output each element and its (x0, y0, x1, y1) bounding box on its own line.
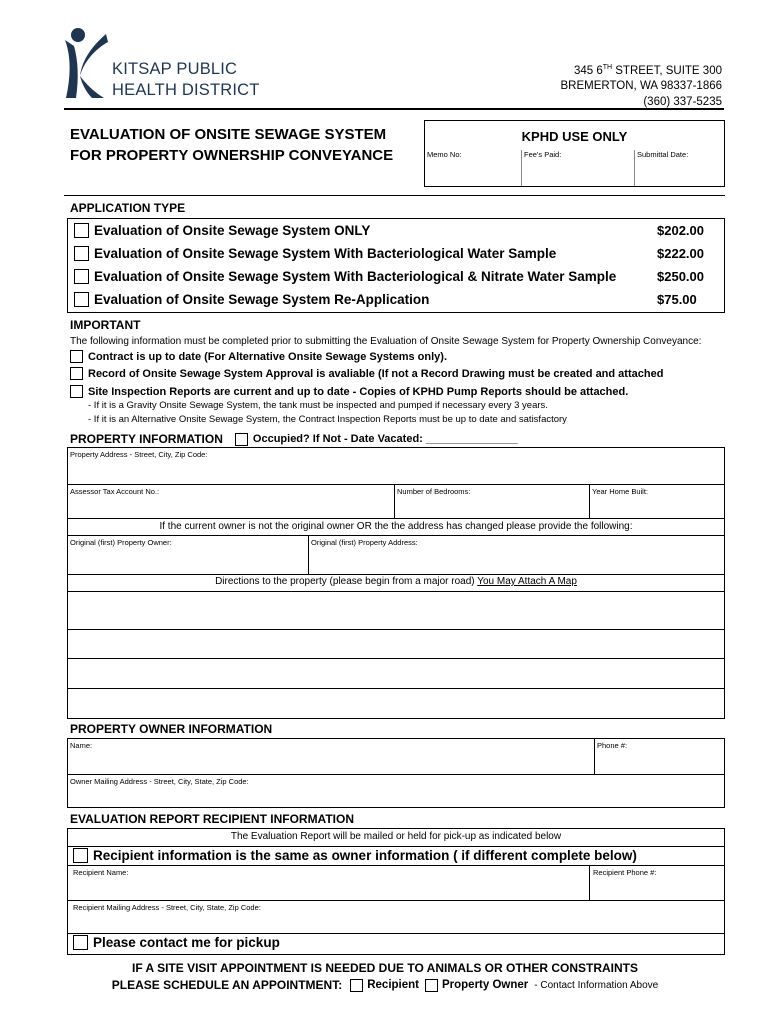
recipient-info-table (67, 828, 725, 955)
property-address-field[interactable] (68, 448, 724, 484)
appointment-owner-checkbox[interactable] (425, 979, 438, 992)
application-option-checkbox[interactable] (74, 246, 89, 261)
kphd-title: KPHD USE ONLY (521, 129, 628, 144)
application-option (68, 265, 724, 288)
bedrooms-label: Number of Bedrooms: (397, 487, 471, 496)
original-address-field[interactable] (309, 536, 724, 573)
application-option-label: Evaluation of Onsite Sewage System ONLY (94, 223, 371, 238)
row-divider (68, 846, 724, 847)
kphd-logo-icon (62, 26, 110, 105)
title-divider (64, 195, 725, 196)
memo-no-label: Memo No: (427, 150, 462, 159)
year-built-field[interactable] (590, 485, 724, 517)
occupied-checkbox[interactable] (235, 433, 248, 446)
original-owner-note: If the current owner is not the original owner OR the the address has changed please provide the following: (159, 521, 633, 532)
pickup-row (73, 935, 280, 950)
org-name-line2: HEALTH DISTRICT (112, 81, 260, 99)
important-intro: The following information must be completed prior to submitting the Evaluation of Onsite Sewage System for Property Ownership Conveyance: (70, 336, 702, 347)
application-option-price: $75.00 (657, 292, 697, 307)
owner-mailing-label: Owner Mailing Address - Street, City, State, Zip Code: (70, 777, 249, 786)
property-address-label: Property Address - Street, City, Zip Code: (70, 450, 208, 459)
requirement-label: Site Inspection Reports are current and up to date - Copies of KPHD Pump Reports should be attached. (88, 385, 629, 398)
tax-account-field[interactable] (68, 485, 394, 517)
requirement-item (70, 367, 663, 380)
application-option-label: Evaluation of Onsite Sewage System With Bacteriological Water Sample (94, 246, 557, 261)
original-owner-field[interactable] (68, 536, 308, 573)
directions-line[interactable] (68, 592, 724, 628)
owner-name-field[interactable] (68, 739, 594, 774)
requirement-item (70, 385, 628, 398)
address-street-name: STREET, SUITE 300 (612, 64, 722, 77)
directions-label: Directions to the property (please begin from a major road) (215, 576, 478, 587)
fees-paid-field[interactable] (521, 150, 634, 186)
address-street (561, 60, 723, 79)
original-address-label: Original (first) Property Address: (311, 538, 418, 547)
recipient-mailing-field[interactable] (71, 901, 724, 933)
header-divider (64, 108, 724, 110)
appointment-owner-label: Property Owner (441, 979, 529, 991)
row-divider (68, 574, 724, 575)
submittal-date-field[interactable] (634, 150, 724, 186)
directions-line[interactable] (68, 689, 724, 718)
owner-phone-field[interactable] (595, 739, 724, 774)
bedrooms-field[interactable] (395, 485, 589, 517)
pickup-checkbox[interactable] (73, 935, 88, 950)
pickup-label: Please contact me for pickup (93, 935, 280, 950)
tax-account-label: Assessor Tax Account No.: (70, 487, 160, 496)
owner-name-label: Name: (70, 741, 93, 750)
application-option-label: Evaluation of Onsite Sewage System Re-Application (94, 292, 430, 307)
property-info-heading: PROPERTY INFORMATION (70, 432, 223, 446)
requirement-subnote: - If it is a Gravity Onsite Sewage System, the tank must be inspected and pumped if necessary every 3 years. (88, 400, 548, 411)
application-option (68, 242, 724, 265)
recipient-phone-label: Recipient Phone #: (593, 868, 657, 877)
application-option (68, 219, 724, 242)
form-title-line1: EVALUATION OF ONSITE SEWAGE SYSTEM (70, 126, 387, 143)
address-city: BREMERTON, WA 98337-1866 (560, 80, 722, 93)
fees-paid-label: Fee's Paid: (524, 150, 562, 159)
org-name-line1: KITSAP PUBLIC (112, 60, 238, 78)
appointment-label: PLEASE SCHEDULE AN APPOINTMENT: (111, 978, 343, 992)
appointment-recipient-checkbox[interactable] (350, 979, 363, 992)
important-heading: IMPORTANT (70, 318, 141, 332)
requirement-checkbox[interactable] (70, 350, 83, 363)
owner-info-table (67, 738, 725, 808)
occupied-label: Occupied? If Not - Date Vacated: _______________ (252, 433, 518, 445)
col-divider (589, 865, 590, 900)
memo-no-field[interactable] (425, 150, 521, 186)
application-option-checkbox[interactable] (74, 292, 89, 307)
original-owner-label: Original (first) Property Owner: (70, 538, 172, 547)
appointment-recipient-label: Recipient (367, 979, 419, 991)
same-as-owner-label: Recipient information is the same as owner information ( if different complete below) (93, 848, 637, 863)
owner-info-heading: PROPERTY OWNER INFORMATION (70, 722, 273, 736)
application-option (68, 288, 724, 311)
recipient-mailing-label: Recipient Mailing Address - Street, City, State, Zip Code: (73, 903, 261, 912)
form-title (70, 124, 393, 166)
directions-line[interactable] (68, 659, 724, 687)
org-address (561, 60, 723, 110)
application-option-label: Evaluation of Onsite Sewage System With Bacteriological & Nitrate Water Sample (94, 269, 617, 284)
requirement-label: Contract is up to date (For Alternative Onsite Sewage Systems only). (88, 350, 448, 363)
contact-info-note: - Contact Information Above (534, 979, 659, 991)
row-divider (68, 933, 724, 934)
recipient-name-field[interactable] (71, 866, 587, 900)
appointment-row (0, 978, 770, 992)
recipient-note: The Evaluation Report will be mailed or held for pick-up as indicated below (230, 831, 562, 842)
org-name (112, 59, 260, 101)
address-phone: (360) 337-5235 (643, 95, 722, 108)
requirement-subnote: - If it is an Alternative Onsite Sewage System, the Contract Inspection Reports must be up to date and satisfactory (88, 414, 567, 425)
same-as-owner-row (73, 848, 637, 863)
row-divider (68, 518, 724, 519)
kphd-use-only-box (424, 120, 725, 187)
form-title-line2: FOR PROPERTY OWNERSHIP CONVEYANCE (70, 147, 394, 164)
application-option-price: $222.00 (657, 246, 704, 261)
application-option-price: $202.00 (657, 223, 704, 238)
requirement-label: Record of Onsite Sewage System Approval is avaliable (If not a Record Drawing must be created and attached (88, 367, 664, 380)
recipient-phone-field[interactable] (591, 866, 724, 900)
requirement-checkbox[interactable] (70, 367, 83, 380)
application-option-price: $250.00 (657, 269, 704, 284)
same-as-owner-checkbox[interactable] (73, 848, 88, 863)
requirement-item (70, 350, 447, 363)
address-street-number: 345 6 (573, 64, 603, 77)
application-option-checkbox[interactable] (74, 269, 89, 284)
requirement-checkbox[interactable] (70, 385, 83, 398)
address-ordinal: TH (602, 64, 613, 71)
attach-map-note: You May Attach A Map (477, 576, 577, 587)
year-built-label: Year Home Built: (592, 487, 649, 496)
recipient-name-label: Recipient Name: (73, 868, 129, 877)
application-option-checkbox[interactable] (74, 223, 89, 238)
property-info-table (67, 447, 725, 719)
appointment-notice: IF A SITE VISIT APPOINTMENT IS NEEDED DUE TO ANIMALS OR OTHER CONSTRAINTS (131, 961, 639, 975)
directions-heading (68, 576, 724, 587)
owner-mailing-field[interactable] (68, 775, 724, 807)
owner-phone-label: Phone #: (597, 741, 628, 750)
directions-line[interactable] (68, 630, 724, 658)
property-info-heading-row (70, 432, 518, 446)
submittal-date-label: Submittal Date: (637, 150, 689, 159)
recipient-info-heading: EVALUATION REPORT RECIPIENT INFORMATION (70, 812, 354, 826)
application-type-heading: APPLICATION TYPE (70, 201, 186, 215)
application-type-box (67, 218, 725, 313)
